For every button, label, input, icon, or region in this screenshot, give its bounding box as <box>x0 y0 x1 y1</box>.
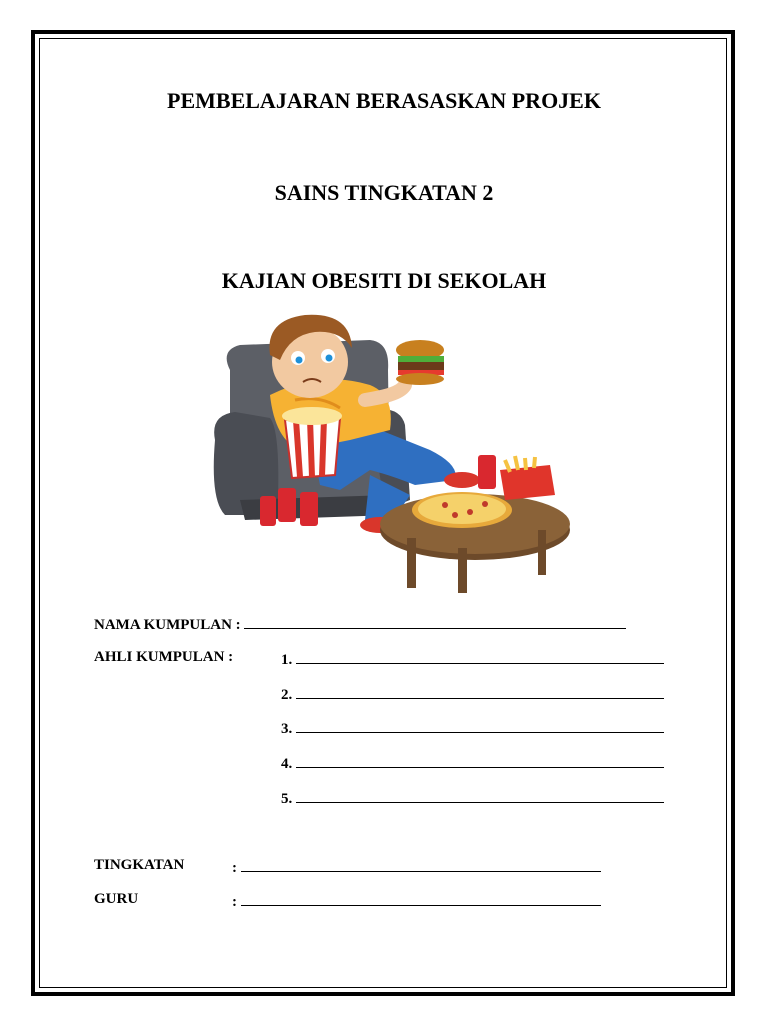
nama-kumpulan-line[interactable] <box>244 614 626 629</box>
member-line[interactable] <box>296 718 664 733</box>
member-number: 5. <box>281 791 293 807</box>
tingkatan-colon: : <box>232 860 237 876</box>
guru-colon: : <box>232 894 237 910</box>
member-row <box>281 788 664 808</box>
title-study: KAJIAN OBESITI DI SEKOLAH <box>221 268 547 293</box>
guru-label: GURU <box>94 891 139 907</box>
member-number: 3. <box>281 721 293 737</box>
member-line[interactable] <box>296 684 664 699</box>
guru-line[interactable] <box>241 891 601 906</box>
tingkatan-field <box>232 857 601 877</box>
nama-kumpulan-field <box>94 614 626 634</box>
member-line[interactable] <box>296 788 664 803</box>
member-number: 4. <box>281 756 293 772</box>
member-row <box>281 718 664 738</box>
nama-kumpulan-label: NAMA KUMPULAN : <box>94 617 241 633</box>
member-line[interactable] <box>296 753 664 768</box>
member-row <box>281 649 664 669</box>
tingkatan-line[interactable] <box>241 857 601 872</box>
title-project-based-learning: PEMBELAJARAN BERASASKAN PROJEK <box>167 88 601 113</box>
ahli-kumpulan-label: AHLI KUMPULAN : <box>94 649 234 665</box>
member-row <box>281 753 664 773</box>
tingkatan-label: TINGKATAN <box>94 857 185 873</box>
title-subject: SAINS TINGKATAN 2 <box>274 180 494 205</box>
member-number: 1. <box>281 652 293 668</box>
obese-boy-junk-food-illustration <box>200 300 570 600</box>
member-row <box>281 684 664 704</box>
guru-field <box>232 891 601 911</box>
member-line[interactable] <box>296 649 664 664</box>
member-number: 2. <box>281 687 293 703</box>
